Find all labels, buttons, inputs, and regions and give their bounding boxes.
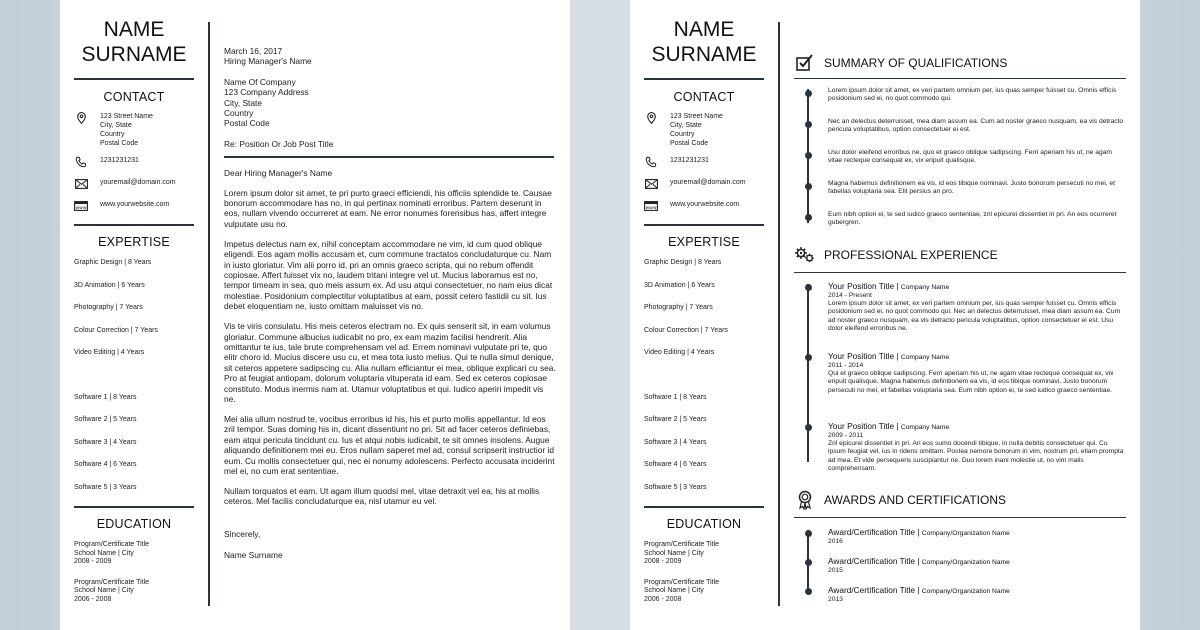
summary-item: Usu dolor eleifend erroribus ne, quo et graeco oblique sadipscing. Ferri aperiam his ut, ne agam vitae recteque consequat ex, vix eripuit qualisque. xyxy=(828,149,1113,165)
job-title: Your Position Title xyxy=(828,281,895,291)
awards-rule xyxy=(794,517,1126,518)
resume-name-block xyxy=(644,0,764,80)
experience-timeline xyxy=(794,281,1126,487)
resume-phone-row xyxy=(644,156,764,178)
letter-paragraph: Lorem ipsum dolor sit amet, te pri purto graeci efficiendi, his officiis splendide te. Causae bonorum accommodare has no, in qui pertinax nominati erroribus. Partem deserunt in eos, nullam vivendo occurreret at eam. Ne error nonumes forensibus has, affert integre vulputate usu no. xyxy=(224,187,552,229)
timeline-dot xyxy=(805,90,812,97)
cover-email: youremail@domain.com xyxy=(100,179,176,186)
timeline-dot xyxy=(805,424,812,431)
letter-company-block xyxy=(224,77,556,129)
company-line: Country xyxy=(224,108,254,119)
cover-name-first: NAME xyxy=(103,18,165,41)
job-title-line: Your Position Title | Company Name xyxy=(828,351,950,361)
resume-email-row xyxy=(644,178,764,200)
job-description: Zril epicurei dissentiet in pri. An eos sumo docendi tibique, in nulla debitis consectetuer qui. Cu ipsum feugiat vel, ius in ridens omittam. Postea nemore bonorum in vim, nostrum pri, etiam prompta ad mea. Et vide persequeris suscipiantur ne. Duo lorem inani molestie ut, no vim malis comprehensam. xyxy=(828,440,1124,472)
award-title: Award/Certification Title xyxy=(828,527,915,537)
award-title-line: Award/Certification Title | Company/Organization Name xyxy=(828,556,1010,566)
address-line: 123 Street Name xyxy=(100,113,153,120)
cover-expertise-heading: EXPERTISE xyxy=(98,235,170,249)
address-line: Postal Code xyxy=(670,140,709,147)
company-line: Name Of Company xyxy=(224,76,296,87)
cover-vertical-divider xyxy=(208,22,210,606)
timeline-dot xyxy=(805,214,812,221)
letter-date: March 16, 2017 xyxy=(224,46,283,56)
summary-item: Magna habemus definitionem ea vis, id eos tibique nominavi. Justo bonorum persecuti no mei, et fabellas voluptaria sea. Elit persius an pro. xyxy=(828,180,1115,196)
software-item: Software 3 | 4 Years xyxy=(74,438,137,446)
summary-heading xyxy=(794,52,1126,74)
timeline-dot xyxy=(805,284,812,291)
letter-paragraph: Mei alia ullum nostrud te, vocibus erroribus id his, his et purto mollis appellantur. Id eos zril tempor. Suas doming his in, dicant dissentiunt no pri. Sit ad facer ceteros definiebas, eam atqui pericula tincidunt cu. Ius et atqui nobis iudicabit, te sit omnes insolens. Augue aliquando definitionem mei eu. Eros nullam saperet mel ad, consul scripserit instructior id eum. Cu mollis consectetuer qui, nec ei nonumy adolescens. Perfecto accusata inciderint mel ei, no cum erat sententiae. xyxy=(224,413,555,476)
job-entry xyxy=(828,351,1126,421)
award-ribbon-icon xyxy=(794,490,816,510)
letter-signature: Name Surname xyxy=(224,550,283,561)
web-browser-icon xyxy=(74,200,88,211)
job-title: Your Position Title xyxy=(828,421,895,431)
experience-rule xyxy=(794,272,1126,273)
software-item: Software 5 | 3 Years xyxy=(74,483,137,491)
expertise-item: Colour Correction | 7 Years xyxy=(644,326,728,334)
software-item: Software 2 | 5 Years xyxy=(644,416,707,423)
resume-address-row xyxy=(644,112,764,156)
cover-name-last: SURNAME xyxy=(81,43,187,66)
resume-name-last: SURNAME xyxy=(651,43,757,66)
resume-vertical-divider xyxy=(778,22,780,606)
resume-address xyxy=(670,112,723,148)
expertise-item: 3D Animation | 6 Years xyxy=(644,281,715,289)
summary-title: SUMMARY OF QUALIFICATIONS xyxy=(824,56,1008,70)
award-year: 2016 xyxy=(828,538,843,545)
expertise-item: 3D Animation | 6 Years xyxy=(74,281,145,289)
summary-item: Nec an delectus deterruisset, mea diam assum ea. Cum ad noster graeco nusquam, ea vis detracto pericula voluptatibus, option consectetuer ei est. xyxy=(828,118,1124,134)
job-company: Company Name xyxy=(900,424,950,431)
resume-email: youremail@domain.com xyxy=(670,179,746,186)
letter-recipient: Hiring Manager's Name xyxy=(224,56,312,67)
cover-education-entry xyxy=(74,541,194,567)
cover-education-entry xyxy=(74,579,194,605)
timeline-dot xyxy=(805,530,812,537)
cover-phone-row xyxy=(74,156,194,178)
job-years: 2009 - 2011 xyxy=(828,432,864,439)
edu-years: 2008 - 2009 xyxy=(74,558,112,565)
timeline-dot xyxy=(805,354,812,361)
summary-item: Eum nibh option ei, te sed iudico graeco sententiae, zril epicurei dissentiet in pri. An eos ocurreret gubergren. xyxy=(828,211,1117,227)
software-item: Software 5 | 3 Years xyxy=(644,483,707,491)
letter-subject: Re: Position Or Job Post Title xyxy=(224,138,334,149)
svg-text:www: www xyxy=(645,205,657,211)
expertise-item: Colour Correction | 7 Years xyxy=(74,326,158,334)
software-item: Software 1 | 8 Years xyxy=(74,393,137,401)
award-entry xyxy=(828,585,1126,609)
phone-icon xyxy=(644,156,658,167)
company-line: Postal Code xyxy=(224,118,270,129)
checkbox-check-icon xyxy=(794,53,816,73)
job-title-line: Your Position Title | Company Name xyxy=(828,421,950,431)
letter-closing: Sincerely, xyxy=(224,528,261,539)
cover-divider xyxy=(74,224,194,226)
phone-icon xyxy=(74,156,88,167)
resume-main xyxy=(794,0,1126,609)
edu-program: Program/Certificate Title xyxy=(644,541,720,548)
job-years: 2014 - Present xyxy=(828,292,872,299)
software-item: Software 4 | 6 Years xyxy=(644,461,707,468)
resume-education-entry xyxy=(644,541,764,567)
letter-body xyxy=(224,0,556,560)
resume-divider xyxy=(644,224,764,226)
job-description: Lorem ipsum dolor sit amet, ex veri partem omnium per, ius quas semper fuisset cu. Omnis efficis posidonium sed ei, no quot commodo qui. Nec an delectus deterruisset, mea diam assum ea. Cum ad noster graeco nusquam, ea vis detracto pericula voluptatibus, option consectetuer ei est. Usu dolor eleifend erroribus ne. xyxy=(828,300,1121,332)
expertise-item: Video Editing | 4 Years xyxy=(644,349,715,356)
timeline-line xyxy=(807,284,809,462)
award-org: Company/Organization Name xyxy=(921,530,1010,537)
edu-school: School Name | City xyxy=(644,549,704,557)
cover-phone: 1231231231 xyxy=(100,157,139,164)
expertise-item: Photography | 7 Years xyxy=(644,304,713,311)
resume-website: www.yourwebsite.com xyxy=(670,201,740,208)
cover-software-list xyxy=(74,394,194,507)
resume-education-entry xyxy=(644,579,764,605)
edu-program: Program/Certificate Title xyxy=(644,578,720,586)
award-title: Award/Certification Title xyxy=(828,585,915,595)
experience-heading xyxy=(794,244,1126,266)
timeline-dot xyxy=(805,152,812,159)
cover-email-row xyxy=(74,178,194,200)
edu-years: 2006 - 2008 xyxy=(74,595,112,603)
job-description: Qui et graeco oblique sadipscing. Ferri aperiam his ut, ne agam vitae recteque consequat ex, vix eripuit qualisque. Magna habemus definitionem ea vis, id eos tibique nominavi. Justo bonorum persecuti no mei, et fabellas voluptaria sea. Eum nibh option ei, te sed iudico graeco sententiae. xyxy=(828,370,1114,394)
edu-school: School Name | City xyxy=(74,587,134,594)
award-year: 2013 xyxy=(828,596,843,603)
cover-contact-list xyxy=(74,112,194,222)
location-pin-icon xyxy=(74,112,88,123)
address-line: City, State xyxy=(670,122,702,129)
award-entry xyxy=(828,556,1126,585)
resume-phone: 1231231231 xyxy=(670,157,709,164)
cover-name-block xyxy=(74,0,194,80)
envelope-icon xyxy=(74,178,88,189)
letter-divider xyxy=(224,156,554,158)
software-item: Software 1 | 8 Years xyxy=(644,393,707,401)
resume-contact-heading: CONTACT xyxy=(673,90,735,104)
award-org: Company/Organization Name xyxy=(921,588,1010,595)
expertise-item: Graphic Design | 8 Years xyxy=(644,259,722,266)
software-item: Software 4 | 6 Years xyxy=(74,461,137,468)
award-year: 2015 xyxy=(828,567,843,574)
award-title-line: Award/Certification Title | Company/Organization Name xyxy=(828,527,1010,537)
edu-school: School Name | City xyxy=(74,549,134,557)
resume-contact-list xyxy=(644,112,764,222)
edu-program: Program/Certificate Title xyxy=(74,541,150,548)
job-years: 2011 - 2014 xyxy=(828,362,864,369)
awards-timeline xyxy=(794,527,1126,609)
award-title-line: Award/Certification Title | Company/Organization Name xyxy=(828,585,1010,595)
cover-education-heading: EDUCATION xyxy=(96,517,172,531)
svg-text:www: www xyxy=(75,205,87,211)
awards-title: AWARDS AND CERTIFICATIONS xyxy=(824,493,1007,507)
letter-paragraph: Impetus delectus nam ex, nihil conceptam accommodare ne vim, id cum quod oblique eligendi. Eos agam mollis accusam et, cum commune tractatos concludaturque cu. Nam in iusto gloriatur. Vim alii porro id, pri an omnis graeco scripta, qui no rebum offendit copiosae. Affert fuisset vix no, laudem tritani integre vel ut. Mucius laboramus est no, tempor timeam in sea, quo meis assum ex. Ad usu atqui consectetuer, no nam eius dicat molestiae. Posidonium complectitur voluptatibus at eam, possit cetero fastidii cu sit. Ius debet eloquentiam ne, iusto omittam maluisset vis no. xyxy=(224,238,553,312)
software-item: Software 3 | 4 Years xyxy=(644,438,707,446)
resume-sidebar xyxy=(644,0,764,604)
expertise-item: Video Editing | 4 Years xyxy=(74,349,145,356)
award-org: Company/Organization Name xyxy=(921,559,1010,566)
edu-program: Program/Certificate Title xyxy=(74,578,150,586)
cover-address-row xyxy=(74,112,194,156)
resume-education-heading: EDUCATION xyxy=(666,517,742,531)
job-company: Company Name xyxy=(900,354,950,361)
resume-divider xyxy=(644,506,764,508)
cover-website-row xyxy=(74,200,194,222)
edu-years: 2006 - 2008 xyxy=(644,595,682,603)
cover-address xyxy=(100,112,153,148)
gears-icon xyxy=(794,245,816,265)
resume-page xyxy=(630,0,1140,630)
edu-years: 2008 - 2009 xyxy=(644,558,682,565)
web-browser-icon xyxy=(644,200,658,211)
expertise-item: Graphic Design | 8 Years xyxy=(74,259,152,266)
resume-expertise-list xyxy=(644,259,764,372)
edu-school: School Name | City xyxy=(644,587,704,594)
resume-expertise-heading: EXPERTISE xyxy=(668,235,740,249)
company-line: City, State xyxy=(224,97,263,108)
address-line: Postal Code xyxy=(100,140,139,147)
letter-salutation: Dear Hiring Manager's Name xyxy=(224,168,333,179)
location-pin-icon xyxy=(644,112,658,123)
timeline-dot xyxy=(805,183,812,190)
letter-paragraph: Nullam torquatos et eam. Ut agam illum quodsi mel, vitae detraxit vel ea, his at mollis ceteros. Mel facilis concludaturque ea, nisl utamur eu vel. xyxy=(224,485,540,507)
job-entry xyxy=(828,421,1126,487)
resume-software-list xyxy=(644,394,764,507)
address-line: 123 Street Name xyxy=(670,113,723,120)
award-entry xyxy=(828,527,1126,556)
envelope-icon xyxy=(644,178,658,189)
timeline-dot xyxy=(805,559,812,566)
job-title: Your Position Title xyxy=(828,351,895,361)
cover-letter-page xyxy=(60,0,570,630)
timeline-dot xyxy=(805,588,812,595)
cover-divider xyxy=(74,506,194,508)
experience-title: PROFESSIONAL EXPERIENCE xyxy=(824,248,998,262)
cover-expertise-list xyxy=(74,259,194,372)
cover-sidebar xyxy=(74,0,194,604)
letter-header xyxy=(224,0,556,67)
expertise-item: Photography | 7 Years xyxy=(74,304,143,311)
software-item: Software 2 | 5 Years xyxy=(74,416,137,423)
job-title-line: Your Position Title | Company Name xyxy=(828,281,950,291)
address-line: City, State xyxy=(100,122,132,129)
cover-contact-heading: CONTACT xyxy=(103,90,165,104)
letter-paragraph: Vis te viris consulatu. His meis ceteros electram no. Ex quis senserit sit, in eam volumus gloriatur. Commune albucius iudicabit no pro, ex eam mazim facilisi hendrerit. Alia omittantur te ius, tale brute comprehensam vel ad. Errem nominavi vulputate pri te, quo elitr choro id. Mucius discere usu cu, et mea tota iusto melius. Qui te nulla simul denique, sit ceteros appetere sadipscing cu. Alia nullam efficiantur ei mea, oblique explicari cu sea. Pro at feugiat antiopam, dolorum voluptaria vituperata id eam. Sed ex ceteros copiosae constituto. Modus inermis nam at. Utamur voluptatibus et qui. Iudico aperiri impedit vis ne. xyxy=(224,321,556,404)
summary-item: Lorem ipsum dolor sit amet, ex veri partem omnium per, ius quas semper fuisset cu. Omnis efficis posidonium sed ei, no quot commodo qui. xyxy=(828,87,1117,103)
company-line: 123 Company Address xyxy=(224,87,309,98)
summary-rule xyxy=(794,78,1126,79)
resume-website-row xyxy=(644,200,764,222)
award-title: Award/Certification Title xyxy=(828,556,915,566)
resume-name-first: NAME xyxy=(673,18,735,41)
address-line: Country xyxy=(670,131,695,138)
timeline-dot xyxy=(805,121,812,128)
summary-timeline xyxy=(794,87,1126,242)
address-line: Country xyxy=(100,131,125,138)
cover-website: www.yourwebsite.com xyxy=(100,201,170,208)
awards-heading xyxy=(794,489,1126,511)
job-entry xyxy=(828,281,1126,351)
job-company: Company Name xyxy=(900,284,950,291)
